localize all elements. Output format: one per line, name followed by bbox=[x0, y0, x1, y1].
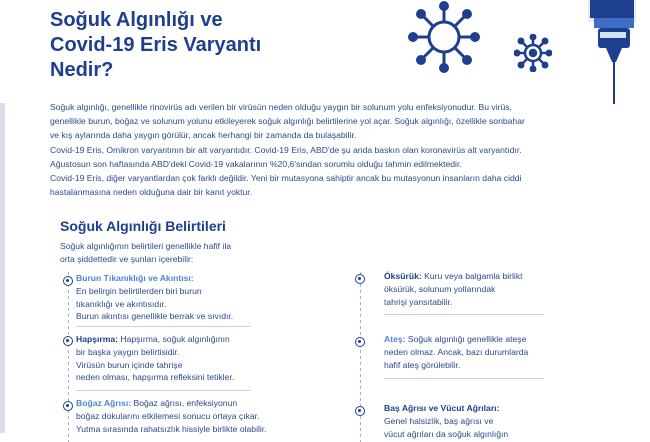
symptom-heading: Baş Ağrısı ve Vücut Ağrıları: bbox=[384, 403, 500, 413]
symptom-line: Virüsün burun içinde tahrişe bbox=[76, 359, 183, 370]
left-timeline bbox=[68, 272, 69, 442]
divider bbox=[384, 314, 544, 315]
page-title bbox=[50, 8, 350, 83]
symptom-heading: Boğaz Ağrısı: bbox=[76, 398, 132, 408]
right-timeline bbox=[360, 272, 361, 442]
bullet-dot bbox=[63, 276, 73, 286]
symptom-line: hafif ateş görülebilir. bbox=[384, 359, 461, 370]
intro-line: Covid-19 Eris, diğer varyantlardan çok farklı değildir. Yeni bir mutasyona sahiptir ancak bu mutasyonun insanların daha ciddi bbox=[50, 173, 522, 184]
left-accent-bar bbox=[0, 103, 5, 433]
bullet-dot bbox=[355, 274, 365, 284]
intro-line: genellikle burun, boğaz ve solunum yolunu etkileyerek soğuk algınlığı belirtilerine yol açar. Soğuk algınlığı, özellikle sonbahar bbox=[50, 116, 525, 127]
bullet-dot bbox=[63, 336, 73, 346]
symptom-fever bbox=[384, 333, 528, 371]
intro-line: ve kış aylarında daha yaygın görülür, ancak herhangi bir zamanda da bulaşabilir. bbox=[50, 130, 357, 141]
symptom-heading: Ateş: bbox=[384, 334, 406, 344]
symptom-line: tıkanıklığı ve akıntısıdır. bbox=[76, 298, 167, 309]
symptom-headache-body-aches bbox=[384, 402, 508, 440]
bullet-dot bbox=[355, 406, 365, 416]
bullet-dot bbox=[355, 337, 365, 347]
symptom-line: neden olmaz. Ancak, bazı durumlarda bbox=[384, 346, 529, 357]
symptom-cough bbox=[384, 270, 523, 308]
title-line-2: Covid-19 Eris Varyantı bbox=[50, 34, 262, 56]
symptom-line: En belirgin belirtilerden biri burun bbox=[76, 285, 202, 296]
symptom-line: Hapşırma, soğuk algınlığının bbox=[118, 334, 230, 344]
symptom-line: Yutma sırasında rahatsızlık hissiyle birlikte olabilir. bbox=[76, 423, 267, 434]
symptom-heading: Burun Tıkanıklığı ve Akıntısı: bbox=[76, 273, 194, 283]
intro-line: Soğuk algınlığı, genellikle rinovirüs adı verilen bir virüsün neden olduğu yaygın bir solunum yolu enfeksiyonudur. Bu virüs, bbox=[50, 102, 512, 112]
title-line-1: Soğuk Algınlığı ve bbox=[50, 9, 223, 31]
section-title: Soğuk Algınlığı Belirtileri bbox=[60, 218, 226, 234]
symptom-line: Genel halsizlik, baş ağrısı ve bbox=[384, 415, 494, 426]
symptom-line: boğaz dokularını etkilemesi sonucu ortaya çıkar. bbox=[76, 410, 260, 421]
intro-line: hastalanmasına neden olduğuna dair bir kanıt yoktur. bbox=[50, 187, 253, 198]
symptom-line: öksürük, solunum yollarındak bbox=[384, 283, 496, 294]
small-virus-icon bbox=[514, 34, 552, 72]
symptom-sore-throat bbox=[76, 397, 267, 435]
symptom-sneezing bbox=[76, 333, 234, 384]
symptom-line: bir başka yaygın belirtisidir. bbox=[76, 346, 180, 357]
intro-line: Covid-19 Eris, Omikron varyantının bir alt varyantıdır. Covid-19 Eris, ABD'de şu anda baskın olan koronavirüs alt varyantıdır. bbox=[50, 144, 522, 155]
symptom-heading: Hapşırma: bbox=[76, 334, 119, 344]
symptom-line: tahrişi yansıtabilir. bbox=[384, 296, 453, 307]
symptom-line: Burun akıntısı genellikle berrak ve sıvıdır. bbox=[76, 311, 234, 322]
symptom-line: vücut ağrıları da soğuk algınlığın bbox=[384, 428, 509, 439]
intro-line: Ağustosun son haftasında ABD'deki Covid-19 vakalarının %20,6'sından sorumlu olduğu tahmin edilmektedir. bbox=[50, 158, 462, 169]
symptom-heading: Öksürük: bbox=[384, 271, 422, 281]
divider bbox=[76, 326, 251, 327]
divider bbox=[76, 390, 251, 391]
symptom-nasal-congestion bbox=[76, 272, 233, 323]
symptom-line: Boğaz ağrısı, enfeksiyonun bbox=[131, 398, 238, 408]
symptom-line: Kuru veya balgamla birlikt bbox=[421, 271, 523, 281]
section-intro-line: Soğuk algınlığının belirtileri genellikle hafif ila bbox=[60, 241, 232, 251]
symptom-line: neden olması, hapşırma refleksini tetikler. bbox=[76, 372, 235, 383]
divider bbox=[384, 378, 544, 379]
virus-icon bbox=[405, 0, 483, 78]
title-line-3: Nedir? bbox=[50, 59, 114, 81]
intro-paragraph bbox=[50, 100, 605, 199]
syringe-icon bbox=[560, 0, 650, 110]
bullet-dot bbox=[63, 401, 73, 411]
symptom-line: Soğuk algınlığı genellikle ateşe bbox=[405, 334, 527, 344]
section-intro bbox=[60, 240, 270, 266]
section-intro-line: orta şiddettedir ve şunları içerebilir: bbox=[60, 254, 194, 264]
